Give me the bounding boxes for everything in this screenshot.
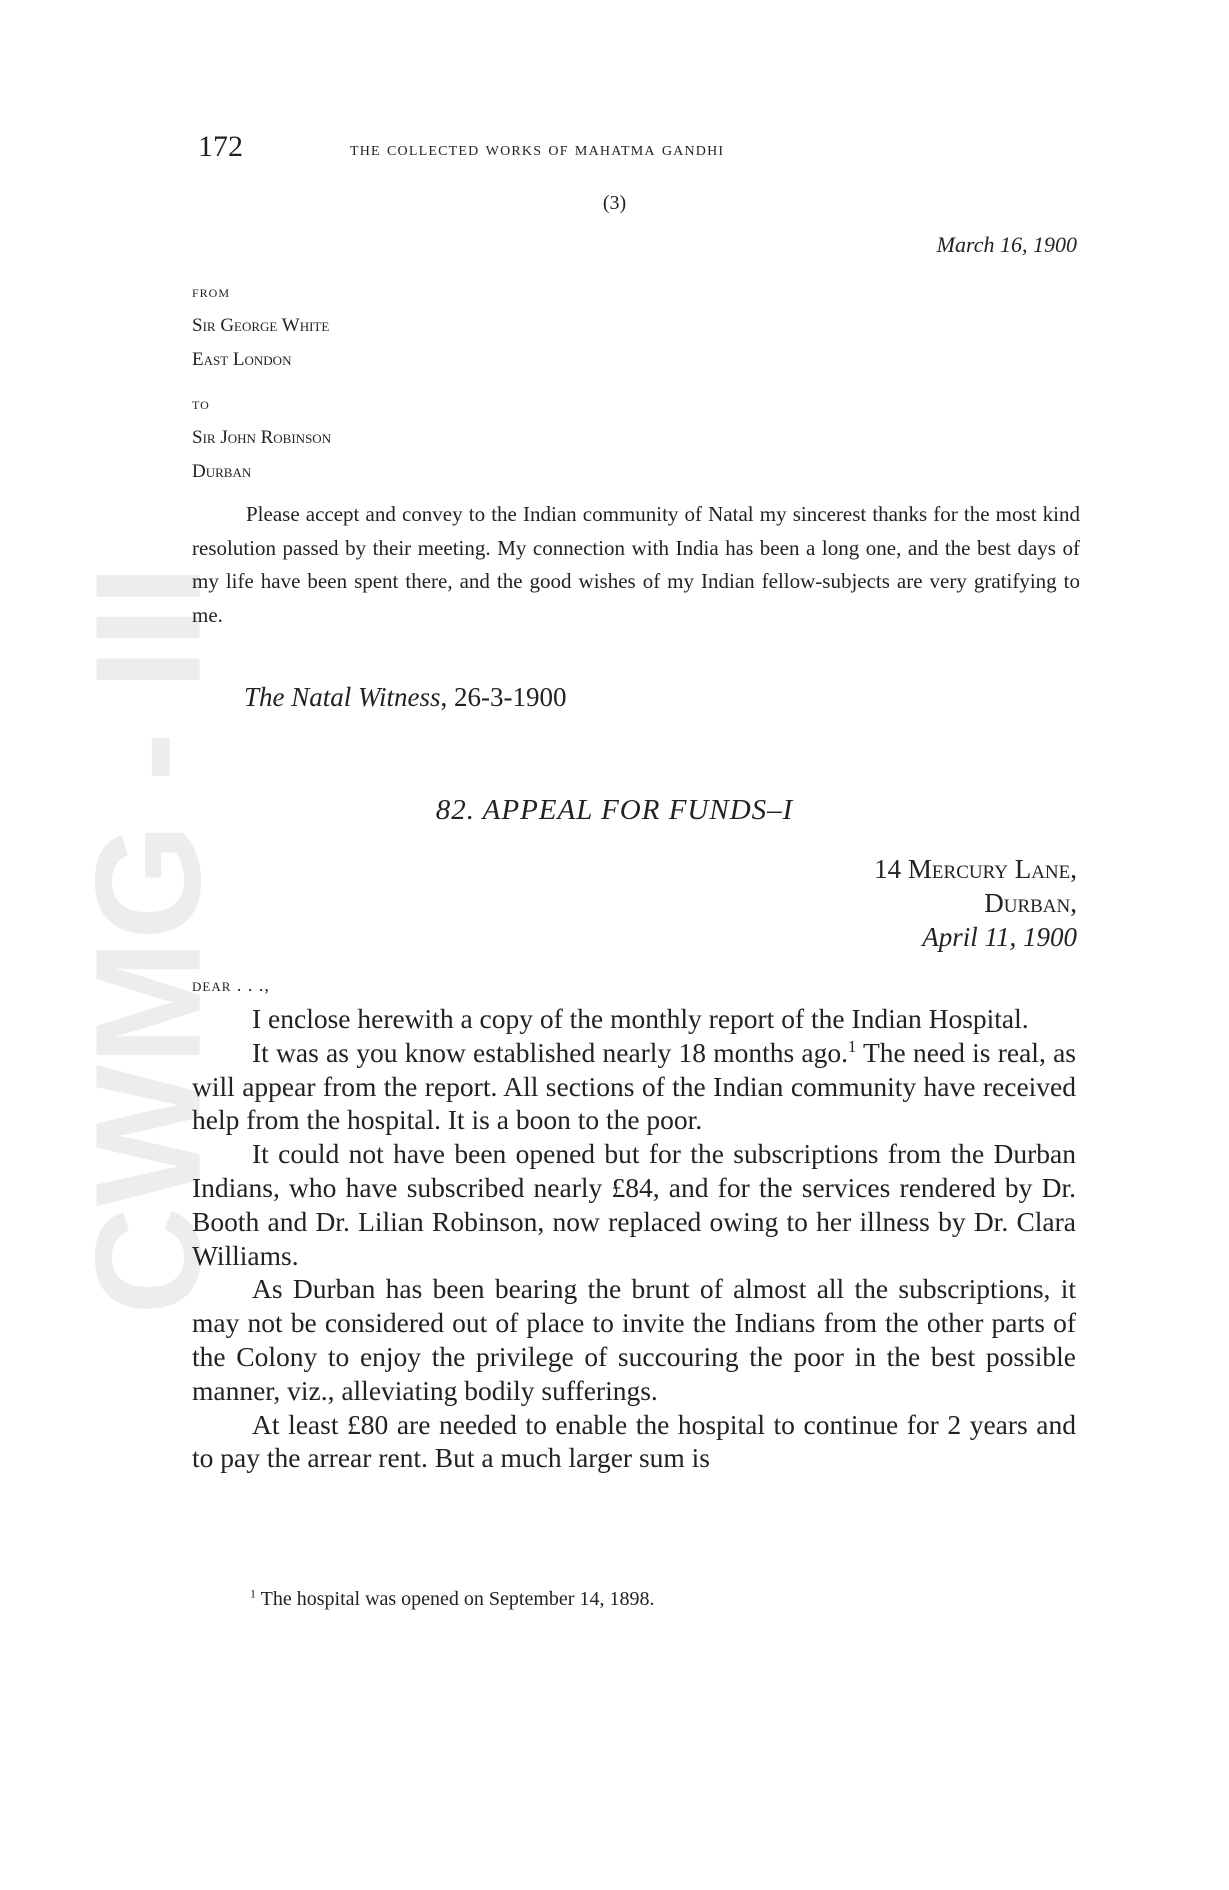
paragraph-5: At least £80 are needed to enable the hospital to continue for 2 years and to pay the arrear rent. But a much larger sum is [192,1408,1076,1474]
from-label: from [192,282,231,301]
paragraph-2-part-2: The need is real, as will appear from the report. All sections of the Indian community have received help from the hospital. It is a boon to the poor. [192,1036,1076,1136]
footnote-ref: 1 [848,1036,857,1056]
source-citation [244,682,567,713]
to-label: to [192,394,210,413]
paragraph-3: It could not have been opened but for the subscriptions from the Durban Indians, who have subscribed nearly £84, and for the services rendered by Dr. Booth and Dr. Lilian Robinson, now replaced owing to her illness by Dr. Clara Williams. [192,1138,1076,1271]
from-block [192,275,329,377]
to-block [192,387,331,489]
letter-body: Please accept and convey to the Indian community of Natal my sincerest thanks for the most kind resolution passed by their meeting. My connection with India has been a long one, and the best days of my life have been spent there, and the good wishes of my Indian fellow-subjects are very gratifying to me. [192,502,1080,627]
from-place: East London [192,349,292,370]
sender-address [874,852,1077,954]
address-line-2: Durban, [984,888,1077,918]
article-body [192,1002,1076,1475]
salutation: dear . . ., [192,975,270,995]
paragraph-1: I enclose herewith a copy of the monthly report of the Indian Hospital. [252,1003,1029,1034]
source-title: The Natal Witness [244,682,441,712]
paragraph-4: As Durban has been bearing the brunt of almost all the subscriptions, it may not be considered out of place to invite the Indians from the other parts of the Colony to enjoy the privilege of succouring the poor in the best possible manner, viz., alleviating bodily sufferings. [192,1273,1076,1406]
article-heading: 82. APPEAL FOR FUNDS–I [435,794,794,826]
to-name: Sir John Robinson [192,427,332,448]
article-date: April 11, 1900 [922,922,1077,952]
watermark-text: CWMG III [95,565,225,1315]
address-line-1: 14 Mercury Lane, [874,854,1077,884]
paragraph-2-part-1: It was as you know established nearly 18 months ago. [252,1036,848,1068]
letter-date: March 16, 1900 [936,232,1077,257]
page-number: 172 [198,130,243,163]
footnote-text: The hospital was opened on September 14, 1898. [256,1588,655,1610]
from-name: Sir George White [192,315,330,336]
paragraph-2 [192,1036,1076,1137]
section-number: (3) [602,192,627,214]
footnote [250,1588,654,1611]
footnote-marker: 1 [250,1586,256,1601]
running-header [198,130,1078,170]
to-place: Durban [192,461,252,482]
source-date: , 26-3-1900 [440,682,567,712]
book-title: the collected works of mahatma gandhi [350,138,725,160]
